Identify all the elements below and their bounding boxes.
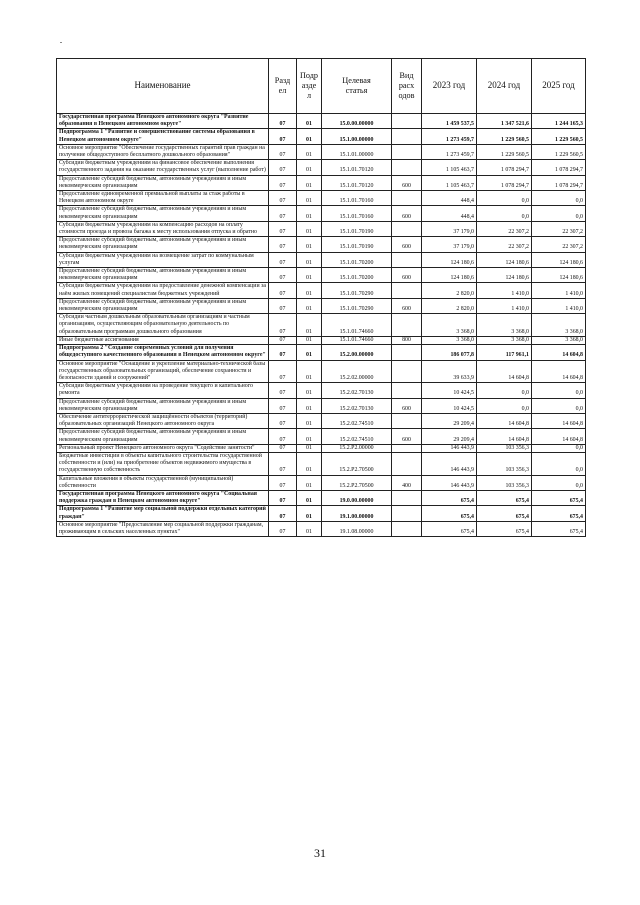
- col-header-2024: 2024 год: [477, 59, 532, 114]
- cell-podrazdel: 01: [297, 521, 322, 536]
- cell-target: 15.2.P2.70500: [322, 452, 392, 475]
- cell-name: Подпрограмма 2 "Создание современных условий для получения общедоступного качественного образования в Ненецком автономном округе": [57, 345, 269, 360]
- cell-name: Бюджетные инвестиции в объекты капитального строительства государственной собственности и (или) на приобретение объектов недвижимого имущества в государственную собственность: [57, 452, 269, 475]
- cell-podrazdel: 01: [297, 283, 322, 298]
- cell-2025: 0,0: [532, 475, 586, 490]
- cell-vid: 600: [392, 429, 422, 444]
- cell-target: 15.0.00.00000: [322, 114, 392, 129]
- cell-2024: 1 410,0: [477, 298, 532, 313]
- cell-name: Предоставление субсидий бюджетным, автономным учреждениям и иным некоммерческим организациям: [57, 237, 269, 252]
- cell-vid: [392, 444, 422, 452]
- cell-target: 15.2.02.00000: [322, 360, 392, 383]
- cell-vid: [392, 191, 422, 206]
- cell-2025: 1 229 560,5: [532, 144, 586, 159]
- table-row: [57, 144, 586, 159]
- cell-2024: 14 604,8: [477, 429, 532, 444]
- cell-name: Региональный проект Ненецкого автономного округа "Содействие занятости": [57, 444, 269, 452]
- cell-target: 19.0.00.00000: [322, 490, 392, 505]
- table-row: [57, 175, 586, 190]
- cell-2023: 29 209,4: [422, 413, 477, 428]
- cell-vid: 600: [392, 175, 422, 190]
- cell-vid: [392, 452, 422, 475]
- cell-razdel: 07: [269, 521, 297, 536]
- budget-page: [56, 58, 585, 537]
- cell-name: Субсидии бюджетным учреждениям на компенсацию расходов на оплату стоимости проезда и провоза багажа к месту использования отпуска и обратно: [57, 221, 269, 236]
- table-row: [57, 206, 586, 221]
- cell-razdel: 07: [269, 114, 297, 129]
- cell-razdel: 07: [269, 490, 297, 505]
- table-row: [57, 268, 586, 283]
- table-row: [57, 237, 586, 252]
- cell-target: 15.2.P2.00000: [322, 444, 392, 452]
- cell-name: Субсидии бюджетным учреждениям на проведение текущего и капитального ремонта: [57, 383, 269, 398]
- cell-podrazdel: 01: [297, 206, 322, 221]
- cell-podrazdel: 01: [297, 160, 322, 175]
- cell-2023: 146 443,9: [422, 452, 477, 475]
- cell-2023: 1 105 463,7: [422, 160, 477, 175]
- table-row: [57, 314, 586, 337]
- cell-vid: [392, 160, 422, 175]
- cell-vid: [392, 314, 422, 337]
- cell-podrazdel: 01: [297, 252, 322, 267]
- cell-razdel: 07: [269, 398, 297, 413]
- cell-target: 19.1.08.00000: [322, 521, 392, 536]
- table-row: [57, 129, 586, 144]
- cell-podrazdel: 01: [297, 175, 322, 190]
- cell-target: 15.1.01.70190: [322, 221, 392, 236]
- cell-podrazdel: 01: [297, 360, 322, 383]
- cell-2024: 117 961,1: [477, 345, 532, 360]
- cell-podrazdel: 01: [297, 475, 322, 490]
- cell-name: Предоставление субсидий бюджетным, автономным учреждениям и иным некоммерческим организациям: [57, 429, 269, 444]
- cell-name: Государственная программа Ненецкого автономного округа "Развитие образования в Ненецком автономном округе": [57, 114, 269, 129]
- table-row: [57, 383, 586, 398]
- cell-name: Предоставление субсидий бюджетным, автономным учреждениям и иным некоммерческим организациям: [57, 298, 269, 313]
- cell-2024: 675,4: [477, 490, 532, 505]
- cell-vid: [392, 413, 422, 428]
- cell-2025: 14 604,8: [532, 413, 586, 428]
- table-row: [57, 490, 586, 505]
- cell-name: Иные бюджетные ассигнования: [57, 336, 269, 344]
- cell-podrazdel: 01: [297, 129, 322, 144]
- table-row: [57, 444, 586, 452]
- cell-vid: [392, 345, 422, 360]
- cell-2023: 10 424,5: [422, 383, 477, 398]
- cell-vid: 600: [392, 398, 422, 413]
- cell-podrazdel: 01: [297, 444, 322, 452]
- cell-target: 15.1.01.70200: [322, 252, 392, 267]
- cell-razdel: 07: [269, 252, 297, 267]
- cell-razdel: 07: [269, 268, 297, 283]
- cell-target: 15.1.01.70190: [322, 237, 392, 252]
- cell-vid: 600: [392, 237, 422, 252]
- cell-podrazdel: 01: [297, 314, 322, 337]
- cell-2025: 675,4: [532, 490, 586, 505]
- cell-target: 15.1.01.70290: [322, 298, 392, 313]
- cell-target: 15.2.00.00000: [322, 345, 392, 360]
- cell-2023: 10 424,5: [422, 398, 477, 413]
- cell-razdel: 07: [269, 237, 297, 252]
- table-header-row: [57, 59, 586, 114]
- cell-2024: 14 604,8: [477, 413, 532, 428]
- cell-name: Предоставление субсидий бюджетным, автономным учреждениям и иным некоммерческим организациям: [57, 398, 269, 413]
- cell-target: 15.2.02.74510: [322, 413, 392, 428]
- cell-target: 15.1.01.74660: [322, 336, 392, 344]
- cell-razdel: 07: [269, 129, 297, 144]
- cell-razdel: 07: [269, 452, 297, 475]
- cell-2023: 3 368,0: [422, 336, 477, 344]
- cell-podrazdel: 01: [297, 144, 322, 159]
- cell-vid: [392, 490, 422, 505]
- cell-vid: 800: [392, 336, 422, 344]
- cell-vid: [392, 383, 422, 398]
- cell-target: 15.2.P2.70500: [322, 475, 392, 490]
- cell-vid: [392, 521, 422, 536]
- col-header-vid: Вид расх одов: [392, 59, 422, 114]
- cell-razdel: 07: [269, 345, 297, 360]
- cell-2023: 146 443,9: [422, 475, 477, 490]
- cell-2023: 675,4: [422, 521, 477, 536]
- page-number: 31: [314, 846, 326, 860]
- cell-name: Капитальные вложения в объекты государственной (муниципальной) собственности: [57, 475, 269, 490]
- cell-target: 15.1.01.00000: [322, 144, 392, 159]
- cell-podrazdel: 01: [297, 490, 322, 505]
- table-row: [57, 336, 586, 344]
- cell-razdel: 07: [269, 413, 297, 428]
- cell-vid: 600: [392, 268, 422, 283]
- cell-podrazdel: 01: [297, 221, 322, 236]
- cell-2024: 1 410,0: [477, 283, 532, 298]
- cell-podrazdel: 01: [297, 268, 322, 283]
- cell-2024: 0,0: [477, 206, 532, 221]
- cell-vid: 600: [392, 206, 422, 221]
- table-row: [57, 413, 586, 428]
- cell-name: Подпрограмма 1 "Развитие и совершенствование системы образования в Ненецком автономном округе": [57, 129, 269, 144]
- cell-2024: 1 078 294,7: [477, 175, 532, 190]
- cell-2024: 103 356,3: [477, 452, 532, 475]
- scan-mark: [60, 42, 62, 43]
- cell-name: Субсидии бюджетным учреждениям на финансовое обеспечение выполнения государственного задания на оказание государственных услуг (выполнение работ): [57, 160, 269, 175]
- cell-2023: 1 459 537,5: [422, 114, 477, 129]
- cell-name: Субсидии частным дошкольным образовательным организациям и частным организациям, осуществляющим образовательную деятельность по образовательным программам дошкольного образования: [57, 314, 269, 337]
- cell-name: Основное мероприятие "Оснащение и укрепление материально-технической базы государственных образовательных организаций, обеспечение сохранности и безопасности зданий и сооружений": [57, 360, 269, 383]
- cell-vid: 600: [392, 298, 422, 313]
- cell-target: 15.1.01.70120: [322, 160, 392, 175]
- cell-2024: 124 180,6: [477, 268, 532, 283]
- table-row: [57, 398, 586, 413]
- table-row: [57, 360, 586, 383]
- cell-2023: 448,4: [422, 206, 477, 221]
- cell-2023: 1 105 463,7: [422, 175, 477, 190]
- cell-2025: 0,0: [532, 383, 586, 398]
- cell-podrazdel: 01: [297, 383, 322, 398]
- cell-target: 15.1.01.70200: [322, 268, 392, 283]
- cell-2023: 39 633,9: [422, 360, 477, 383]
- cell-2025: 22 307,2: [532, 221, 586, 236]
- table-row: [57, 283, 586, 298]
- cell-podrazdel: 01: [297, 336, 322, 344]
- cell-target: 15.2.02.70130: [322, 398, 392, 413]
- table-body: [57, 114, 586, 537]
- cell-vid: [392, 144, 422, 159]
- cell-vid: [392, 360, 422, 383]
- cell-2024: 3 368,0: [477, 336, 532, 344]
- cell-2025: 675,4: [532, 506, 586, 521]
- cell-2024: 1 347 521,6: [477, 114, 532, 129]
- cell-razdel: 07: [269, 383, 297, 398]
- cell-2025: 0,0: [532, 191, 586, 206]
- table-row: [57, 452, 586, 475]
- cell-podrazdel: 01: [297, 398, 322, 413]
- cell-name: Подпрограмма 1 "Развитие мер социальной поддержки отдельных категорий граждан": [57, 506, 269, 521]
- cell-2025: 124 180,6: [532, 252, 586, 267]
- cell-2025: 1 244 165,3: [532, 114, 586, 129]
- cell-name: Обеспечение антитеррористической защищённости объектов (территорий) образовательных организаций Ненецкого автономного округа: [57, 413, 269, 428]
- cell-2024: 675,4: [477, 506, 532, 521]
- col-header-razdel: Разд ел: [269, 59, 297, 114]
- cell-podrazdel: 01: [297, 191, 322, 206]
- cell-name: Предоставление субсидий бюджетным, автономным учреждениям и иным некоммерческим организациям: [57, 175, 269, 190]
- cell-razdel: 07: [269, 360, 297, 383]
- cell-2025: 14 604,8: [532, 345, 586, 360]
- cell-2025: 675,4: [532, 521, 586, 536]
- cell-podrazdel: 01: [297, 237, 322, 252]
- cell-razdel: 07: [269, 160, 297, 175]
- cell-2024: 3 368,0: [477, 314, 532, 337]
- cell-2023: 3 368,0: [422, 314, 477, 337]
- cell-vid: [392, 252, 422, 267]
- cell-name: Основное мероприятие "Предоставление мер социальной поддержки гражданам, проживающим в сельских населенных пунктах": [57, 521, 269, 536]
- cell-razdel: 07: [269, 221, 297, 236]
- cell-2025: 14 604,8: [532, 429, 586, 444]
- cell-podrazdel: 01: [297, 345, 322, 360]
- cell-razdel: 07: [269, 206, 297, 221]
- cell-podrazdel: 01: [297, 298, 322, 313]
- cell-vid: [392, 506, 422, 521]
- cell-razdel: 07: [269, 475, 297, 490]
- cell-2025: 0,0: [532, 398, 586, 413]
- cell-2023: 37 179,0: [422, 237, 477, 252]
- col-header-2025: 2025 год: [532, 59, 586, 114]
- cell-2024: 0,0: [477, 383, 532, 398]
- cell-name: Субсидии бюджетным учреждениям на возмещение затрат по коммунальным услугам: [57, 252, 269, 267]
- cell-razdel: 07: [269, 298, 297, 313]
- cell-target: 15.1.01.70120: [322, 175, 392, 190]
- cell-2025: 124 180,6: [532, 268, 586, 283]
- table-row: [57, 298, 586, 313]
- cell-2023: 186 077,8: [422, 345, 477, 360]
- table-row: [57, 475, 586, 490]
- cell-2023: 675,4: [422, 490, 477, 505]
- cell-razdel: 07: [269, 144, 297, 159]
- cell-vid: 400: [392, 475, 422, 490]
- table-row: [57, 114, 586, 129]
- cell-vid: [392, 114, 422, 129]
- cell-name: Предоставление единовременной премиальной выплаты за стаж работы в Ненецком автономном округе: [57, 191, 269, 206]
- cell-name: Предоставление субсидий бюджетным, автономным учреждениям и иным некоммерческим организациям: [57, 206, 269, 221]
- cell-2023: 1 273 459,7: [422, 129, 477, 144]
- col-header-name: Наименование: [57, 59, 269, 114]
- table-row: [57, 160, 586, 175]
- cell-razdel: 07: [269, 283, 297, 298]
- cell-target: 19.1.00.00000: [322, 506, 392, 521]
- cell-2025: 3 368,0: [532, 336, 586, 344]
- cell-target: 15.1.00.00000: [322, 129, 392, 144]
- cell-2025: 0,0: [532, 452, 586, 475]
- cell-2023: 124 180,6: [422, 268, 477, 283]
- budget-table: [56, 58, 586, 537]
- cell-2023: 37 179,0: [422, 221, 477, 236]
- cell-2025: 0,0: [532, 444, 586, 452]
- table-row: [57, 429, 586, 444]
- col-header-2023: 2023 год: [422, 59, 477, 114]
- cell-2025: 14 604,8: [532, 360, 586, 383]
- cell-2024: 1 229 560,5: [477, 129, 532, 144]
- cell-razdel: 07: [269, 191, 297, 206]
- cell-vid: [392, 283, 422, 298]
- cell-razdel: 07: [269, 314, 297, 337]
- cell-target: 15.1.01.74660: [322, 314, 392, 337]
- table-row: [57, 506, 586, 521]
- cell-podrazdel: 01: [297, 429, 322, 444]
- cell-podrazdel: 01: [297, 114, 322, 129]
- cell-2024: 22 307,2: [477, 221, 532, 236]
- table-row: [57, 252, 586, 267]
- cell-vid: [392, 129, 422, 144]
- cell-2025: 1 078 294,7: [532, 175, 586, 190]
- col-header-target: Целевая статья: [322, 59, 392, 114]
- cell-name: Субсидии бюджетным учреждениям на предоставление денежной компенсации за наём жилых помещений специалистам бюджетных учреждений: [57, 283, 269, 298]
- cell-2023: 29 209,4: [422, 429, 477, 444]
- cell-2024: 675,4: [477, 521, 532, 536]
- cell-2024: 0,0: [477, 398, 532, 413]
- cell-2024: 124 180,6: [477, 252, 532, 267]
- cell-razdel: 07: [269, 429, 297, 444]
- cell-podrazdel: 01: [297, 413, 322, 428]
- cell-2024: 103 356,3: [477, 475, 532, 490]
- table-row: [57, 521, 586, 536]
- cell-2025: 1 410,0: [532, 298, 586, 313]
- cell-2025: 1 229 560,5: [532, 129, 586, 144]
- cell-razdel: 07: [269, 506, 297, 521]
- table-row: [57, 221, 586, 236]
- cell-2023: 124 180,6: [422, 252, 477, 267]
- cell-target: 15.1.01.70290: [322, 283, 392, 298]
- cell-vid: [392, 221, 422, 236]
- table-row: [57, 191, 586, 206]
- cell-podrazdel: 01: [297, 452, 322, 475]
- cell-target: 15.2.02.74510: [322, 429, 392, 444]
- cell-2024: 103 356,3: [477, 444, 532, 452]
- cell-razdel: 07: [269, 336, 297, 344]
- cell-2025: 0,0: [532, 206, 586, 221]
- cell-2024: 0,0: [477, 191, 532, 206]
- cell-2023: 146 443,9: [422, 444, 477, 452]
- cell-razdel: 07: [269, 175, 297, 190]
- cell-2025: 1 078 294,7: [532, 160, 586, 175]
- cell-2023: 2 820,0: [422, 298, 477, 313]
- table-row: [57, 345, 586, 360]
- cell-target: 15.2.02.70130: [322, 383, 392, 398]
- cell-2025: 3 368,0: [532, 314, 586, 337]
- cell-target: 15.1.01.70160: [322, 191, 392, 206]
- cell-2023: 1 273 459,7: [422, 144, 477, 159]
- cell-2023: 2 820,0: [422, 283, 477, 298]
- cell-2023: 675,4: [422, 506, 477, 521]
- cell-2024: 1 229 560,5: [477, 144, 532, 159]
- cell-2024: 1 078 294,7: [477, 160, 532, 175]
- cell-2025: 22 307,2: [532, 237, 586, 252]
- cell-name: Государственная программа Ненецкого автономного округа "Социальная поддержка граждан в Ненецком автономном округе": [57, 490, 269, 505]
- cell-2024: 14 604,8: [477, 360, 532, 383]
- cell-name: Предоставление субсидий бюджетным, автономным учреждениям и иным некоммерческим организациям: [57, 268, 269, 283]
- cell-razdel: 07: [269, 444, 297, 452]
- cell-target: 15.1.01.70160: [322, 206, 392, 221]
- cell-2023: 448,4: [422, 191, 477, 206]
- cell-2025: 1 410,0: [532, 283, 586, 298]
- cell-2024: 22 307,2: [477, 237, 532, 252]
- cell-podrazdel: 01: [297, 506, 322, 521]
- col-header-podrazdel: Подр азде л: [297, 59, 322, 114]
- cell-name: Основное мероприятие "Обеспечение государственных гарантий прав граждан на получение общедоступного бесплатного дошкольного образования": [57, 144, 269, 159]
